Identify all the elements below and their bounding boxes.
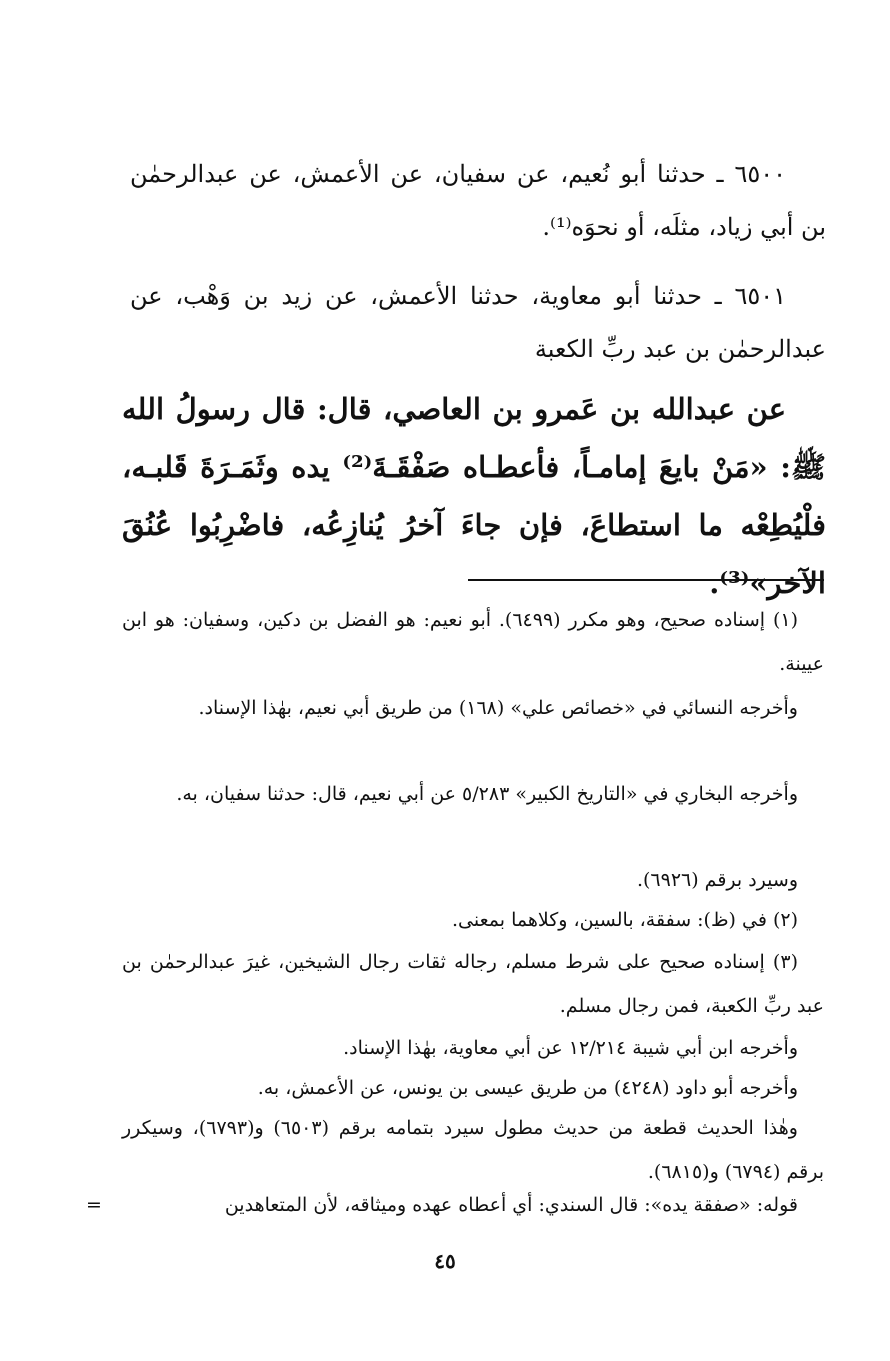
- footnote-1-takhrij-bukhari: وأخرجه البخاري في «التاريخ الكبير» ٥/٢٨٣ عن أبي نعيم، قال: حدثنا سفيان، به.: [176, 783, 798, 805]
- footnote-3-note: وهٰذا الحديث قطعة من حديث مطول سيرد بتمامه برقم (٦٥٠٣) و(٦٧٩٣)، وسيكرر برقم (٦٧٩٤) و(٦٨١٥).: [122, 1117, 824, 1183]
- footnote-1: (١) إسناده صحيح، وهو مكرر (٦٤٩٩). أبو نعيم: هو الفضل بن دكين، وسفيان: هو ابن عيينة.: [122, 609, 824, 675]
- footnote-1-cross-ref: وسيرد برقم (٦٩٢٦).: [636, 869, 798, 891]
- footnote-2: (٢) في (ظ): سفقة، بالسين، وكلاهما بمعنى.: [451, 909, 798, 931]
- footnote-3-takhrij-ibn-abi-shayba: وأخرجه ابن أبي شيبة ١٢/٢١٤ عن أبي معاوية، بهٰذا الإسناد.: [343, 1037, 798, 1059]
- continuation-mark: =: [86, 1194, 102, 1216]
- hadith-matn: عن عبدالله بن عَمرو بن العاصي، قال: قال رسولُ الله ﷺ: «مَنْ بايعَ إمامـاً، فأعطـاه صَفْقَـةَ⁽²⁾ يده وثَمَـرَةَ قَلبـه، فلْيُطِعْه ما استطاعَ، فإن جاءَ آخرُ يُنازِعُه، فاضْرِبُوا عُنُقَ الآخر»⁽³⁾.: [122, 392, 826, 600]
- footnote-3: (٣) إسناده صحيح على شرط مسلم، رجاله ثقات رجال الشيخين، غيرَ عبدالرحمٰن بن عبد ربِّ الكعبة، فمن رجال مسلم.: [122, 951, 824, 1017]
- footnote-1-takhrij-nasai: وأخرجه النسائي في «خصائص علي» (١٦٨) من طريق أبي نعيم، بهٰذا الإسناد.: [198, 697, 798, 719]
- hadith-6500: ٦٥٠٠ ـ حدثنا أبو نُعيم، عن سفيان، عن الأعمش، عن عبدالرحمٰن بن أبي زياد، مثلَه، أو نحوَه⁽¹⁾.: [130, 160, 826, 241]
- footnote-3-commentary: قوله: «صفقة يده»: قال السندي: أي أعطاه عهده وميثاقه، لأن المتعاهدين: [224, 1194, 798, 1216]
- footnote-3-takhrij-abu-dawud: وأخرجه أبو داود (٤٢٤٨) من طريق عيسى بن يونس، عن الأعمش، به.: [257, 1077, 798, 1099]
- hadith-6501: ٦٥٠١ ـ حدثنا أبو معاوية، حدثنا الأعمش، عن زيد بن وَهْب، عن عبدالرحمٰن بن عبد ربِّ الكعبة: [130, 282, 826, 363]
- footnote-divider: [468, 579, 824, 581]
- page-number: ٤٥: [434, 1249, 456, 1273]
